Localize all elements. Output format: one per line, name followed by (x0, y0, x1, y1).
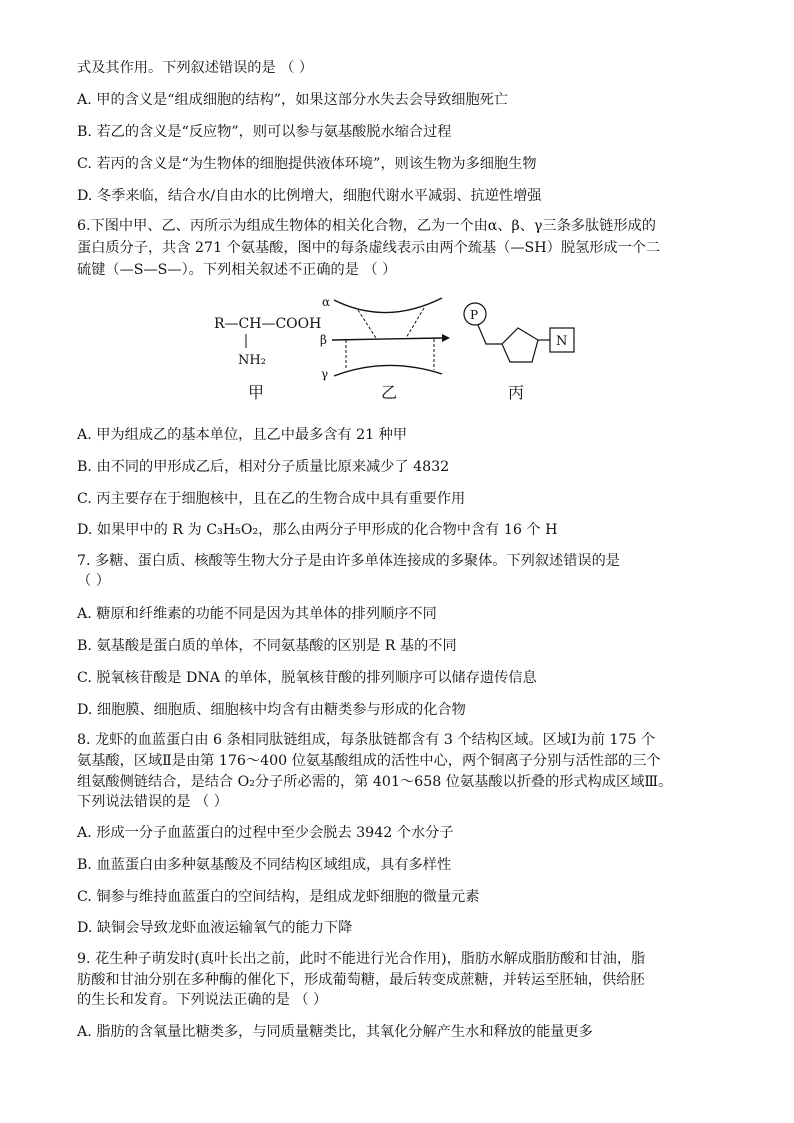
line-1: 式及其作用。下列叙述错误的是 （ ） (77, 60, 314, 76)
line-22: 下列说法错误的是 （ ） (77, 794, 228, 810)
line-20: 氨基酸，区域Ⅱ是由第 176～400 位氨基酸组成的活性中心，两个铜离子分别与活性部的三个 (77, 753, 661, 769)
yi-alpha-chain (334, 298, 442, 313)
base-label: N (556, 334, 568, 349)
line-21: 组氨酸侧链结合，是结合 O₂分子所必需的，第 401～658 位氨基酸以折叠的形式构成区域Ⅲ。 (77, 774, 673, 790)
figure-bing (464, 303, 574, 402)
line-13: 7. 多糖、蛋白质、核酸等生物大分子是由许多单体连接成的多聚体。下列叙述错误的是 (77, 553, 620, 569)
yi-alpha-label: α (322, 295, 331, 309)
yi-gamma-label: γ (321, 367, 329, 381)
figure-yi (320, 295, 450, 402)
line-28: 肪酸和甘油分别在多种酶的催化下，形成葡萄糖，最后转变成蔗糖，并转运至胚轴，供给胚 (77, 972, 645, 988)
line-23: A. 形成一分子血蓝蛋白的过程中至少会脱去 3942 个水分子 (77, 825, 454, 841)
yi-beta-chain (332, 338, 442, 340)
yi-gamma-chain (334, 365, 442, 376)
disulfide-bond-1 (358, 310, 376, 338)
line-14: （ ） (77, 573, 110, 589)
line-18: D. 细胞膜、细胞质、细胞核中均含有由糖类参与形成的化合物 (77, 702, 466, 718)
phosphate-link (478, 325, 502, 344)
jia-formula-top: R—CH—COOH (214, 316, 322, 332)
line-6: 6.下图中甲、乙、丙所示为组成生物体的相关化合物，乙为一个由α、β、γ三条多肽链形成的 (77, 218, 656, 234)
yi-beta-arrow (442, 334, 450, 342)
line-17: C. 脱氧核苷酸是 DNA 的单体，脱氧核苷酸的排列顺序可以储存遗传信息 (77, 670, 537, 686)
line-3: B. 若乙的含义是“反应物”，则可以参与氨基酸脱水缩合过程 (77, 124, 452, 140)
line-29: 的生长和发育。下列说法正确的是 （ ） (77, 992, 328, 1008)
line-19: 8. 龙虾的血蓝蛋白由 6 条相同肽链组成，每条肽链都含有 3 个结构区域。区域Ⅰ为前 175 个 (77, 732, 656, 748)
line-4: C. 若丙的含义是“为生物体的细胞提供液体环境”，则该生物为多细胞生物 (77, 156, 537, 172)
line-24: B. 血蓝蛋白由多种氨基酸及不同结构区域组成，具有多样性 (77, 857, 452, 873)
line-16: B. 氨基酸是蛋白质的单体，不同氨基酸的区别是 R 基的不同 (77, 638, 457, 654)
disulfide-bond-2 (406, 308, 424, 338)
jia-formula-bottom: NH₂ (238, 353, 266, 368)
jia-label: 甲 (248, 383, 265, 402)
line-5: D. 冬季来临，结合水/自由水的比例增大，细胞代谢水平减弱、抗逆性增强 (77, 188, 542, 204)
line-26: D. 缺铜会导致龙虾血液运输氧气的能力下降 (77, 920, 353, 936)
line-12: D. 如果甲中的 R 为 C₃H₅O₂，那么由两分子甲形成的化合物中含有 16 个 H (77, 522, 558, 538)
line-25: C. 铜参与维持血蓝蛋白的空间结构，是组成龙虾细胞的微量元素 (77, 889, 480, 905)
line-27: 9. 花生种子萌发时(真叶长出之前，此时不能进行光合作用)，脂肪水解成脂肪酸和甘油，脂 (77, 951, 646, 967)
compound-figure (200, 288, 600, 408)
figure-jia (214, 316, 321, 402)
line-9: A. 甲为组成乙的基本单位，且乙中最多含有 21 种甲 (77, 427, 408, 443)
line-10: B. 由不同的甲形成乙后，相对分子质量比原来减少了 4832 (77, 459, 450, 475)
bing-label: 丙 (508, 383, 525, 402)
line-8: 硫键（—S—S—）。下列相关叙述不正确的是 （ ） (77, 262, 397, 278)
line-11: C. 丙主要存在于细胞核中，且在乙的生物合成中具有重要作用 (77, 491, 466, 507)
pentose-sugar (502, 328, 538, 362)
yi-beta-label: β (320, 333, 327, 347)
line-7: 蛋白质分子，共含 271 个氨基酸，图中的每条虚线表示由两个巯基（—SH）脱氢形成一个二 (77, 240, 661, 256)
line-2: A. 甲的含义是“组成细胞的结构”，如果这部分水失去会导致细胞死亡 (77, 92, 509, 108)
yi-label: 乙 (381, 383, 398, 402)
phosphate-label: P (470, 308, 479, 322)
line-30: A. 脂肪的含氧量比糖类多，与同质量糖类比，其氧化分解产生水和释放的能量更多 (77, 1024, 593, 1040)
line-15: A. 糖原和纤维素的功能不同是因为其单体的排列顺序不同 (77, 606, 437, 622)
